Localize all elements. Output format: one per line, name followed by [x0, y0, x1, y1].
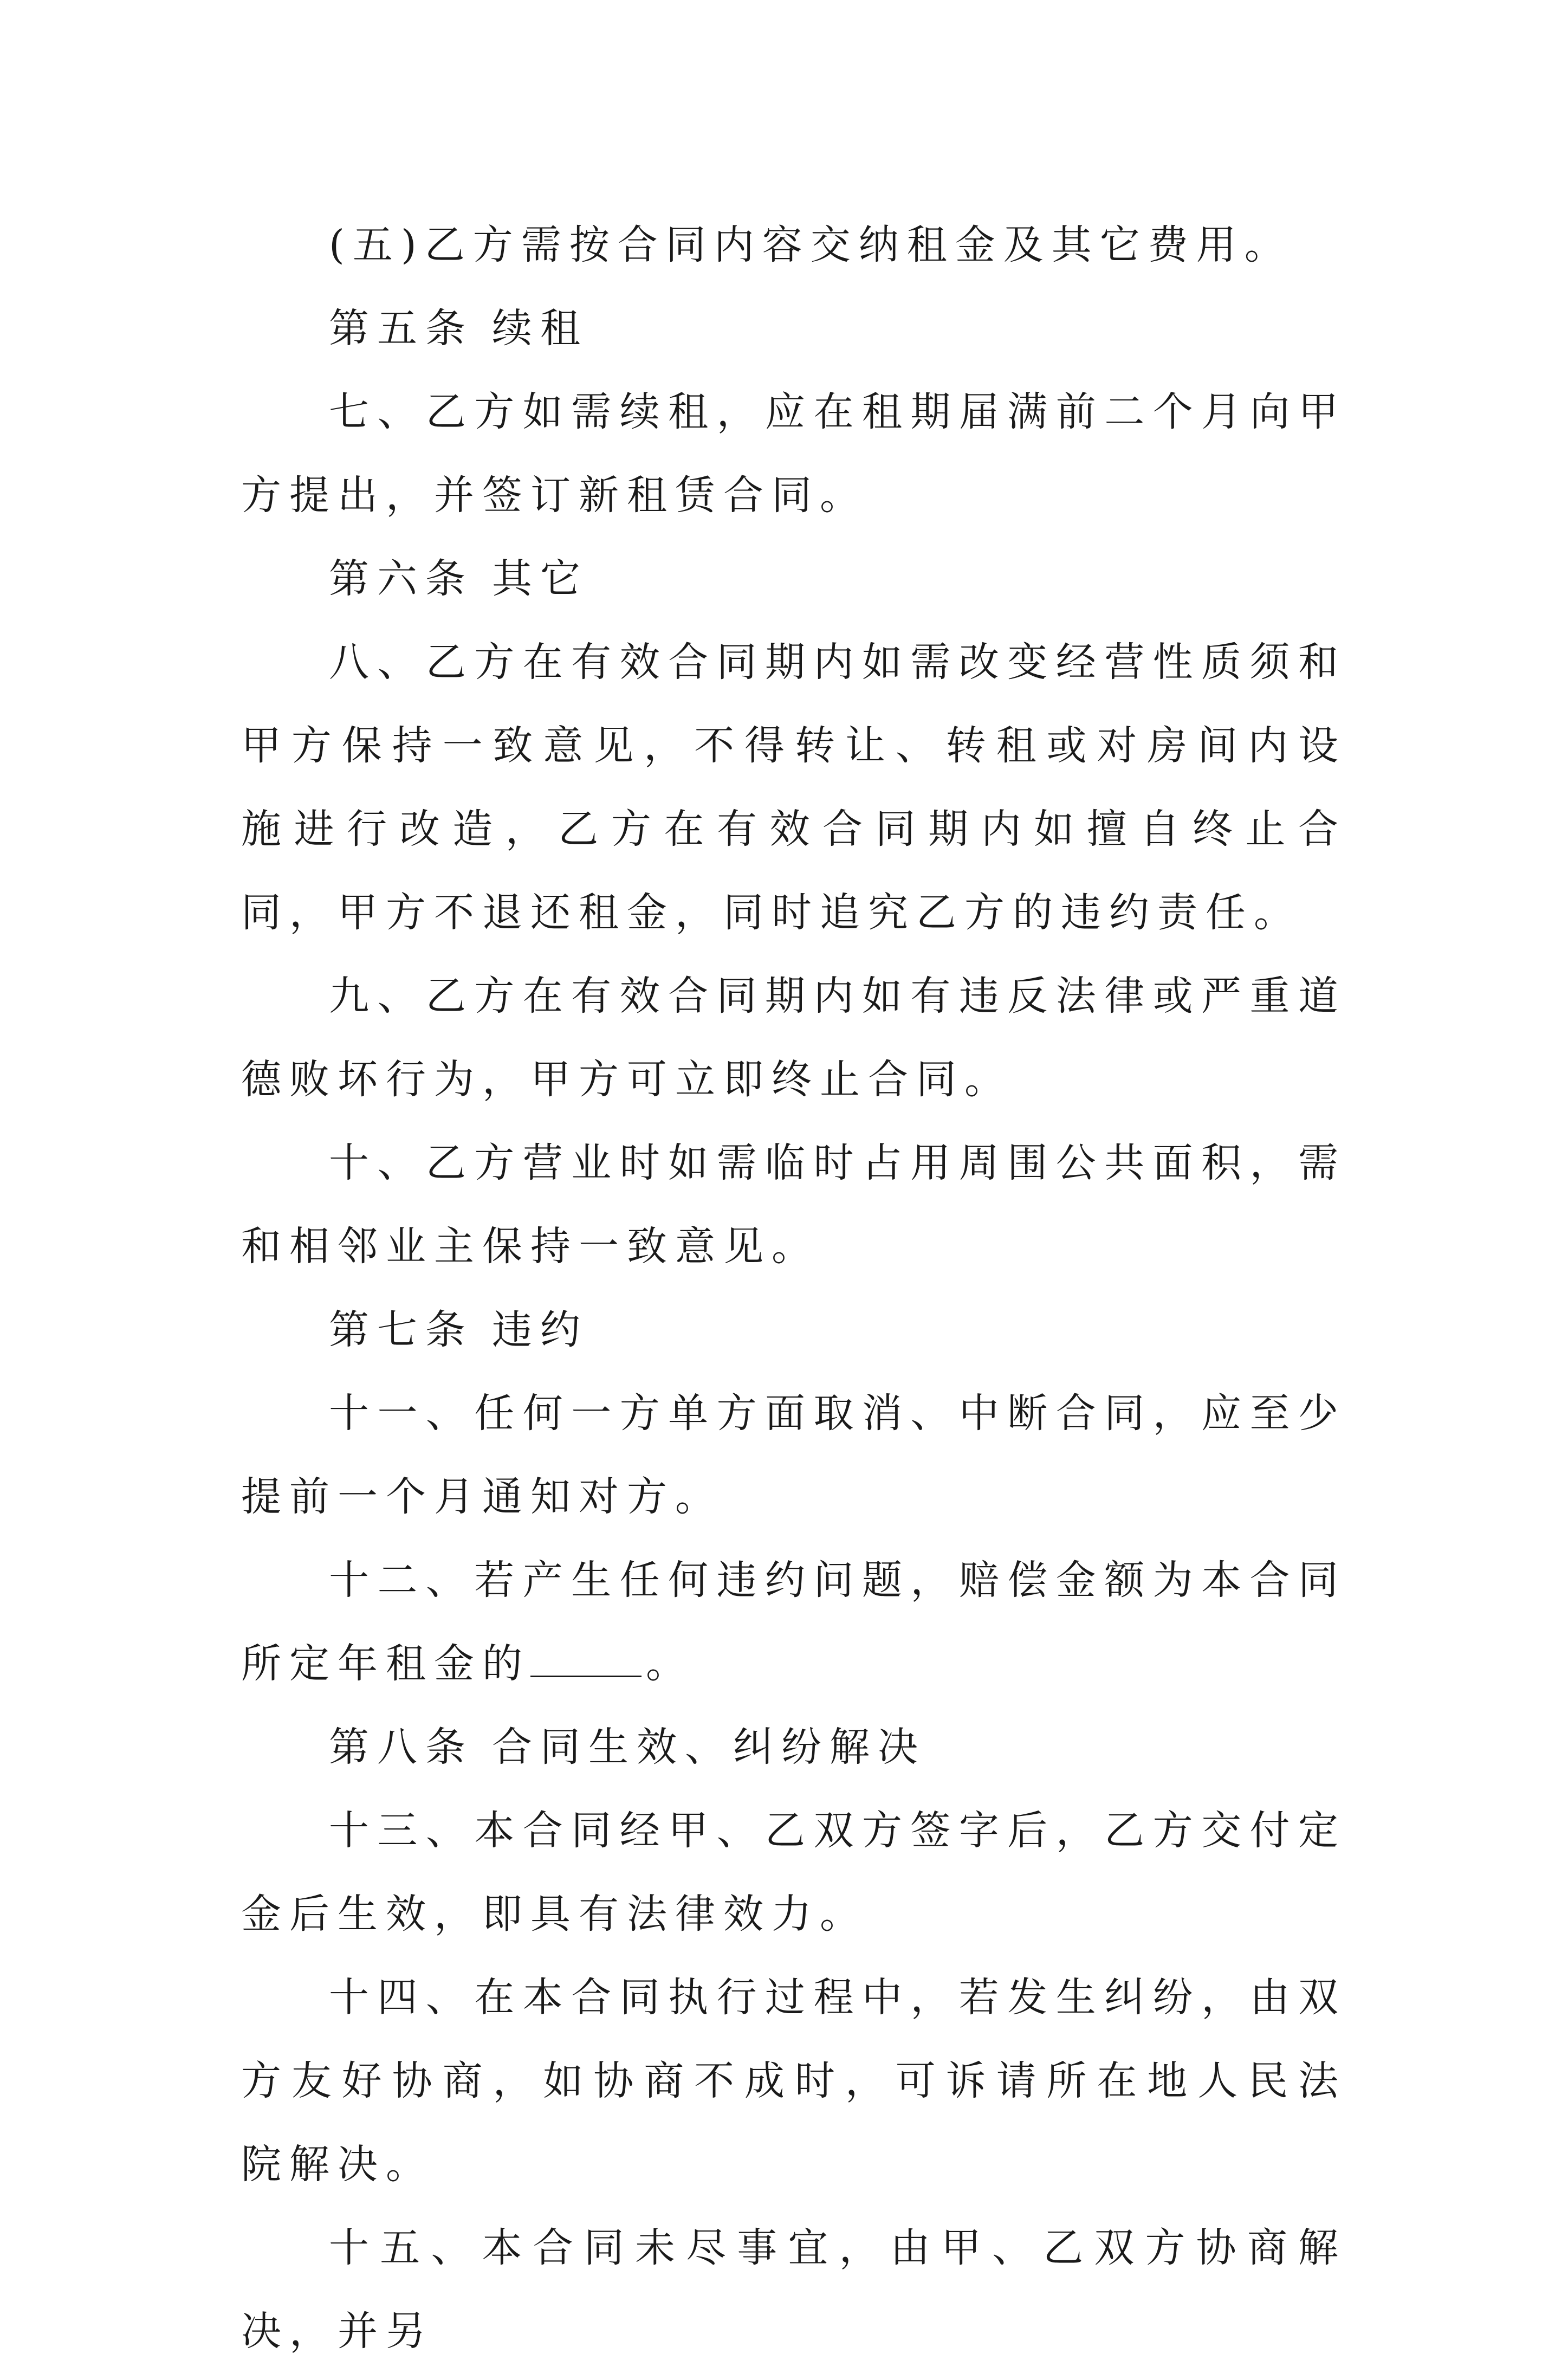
section-title: 违约 [492, 1307, 588, 1353]
section-heading-article-8 [241, 1705, 1346, 1789]
paragraph-clause-15: 十五、本合同未尽事宜，由甲、乙双方协商解决，并另 [241, 2225, 1346, 2355]
document-body [241, 203, 1346, 2373]
section-heading-article-7 [241, 1288, 1346, 1372]
section-number: 第六条 [329, 555, 474, 602]
section-heading-article-6 [241, 537, 1346, 620]
paragraph-clause-7: 七、乙方如需续租，应在租期届满前二个月向甲方提出，并签订新租赁合同。 [241, 389, 1346, 519]
paragraph-clause-12 [241, 1538, 1346, 1705]
paragraph-clause-11: 十一、任何一方单方面取消、中断合同，应至少提前一个月通知对方。 [241, 1390, 1346, 1520]
section-number: 第八条 [329, 1724, 474, 1770]
paragraph-clause-9: 九、乙方在有效合同期内如有违反法律或严重道德败坏行为，甲方可立即终止合同。 [241, 973, 1346, 1103]
clause-end: 。 [646, 1640, 694, 1687]
section-number: 第五条 [329, 305, 474, 352]
section-number: 第七条 [329, 1307, 474, 1353]
paragraph-clause-14: 十四、在本合同执行过程中，若发生纠纷，由双方友好协商，如协商不成时，可诉请所在地人民法院解决。 [241, 1974, 1346, 2188]
section-title: 合同生效、纠纷解决 [492, 1724, 926, 1770]
section-title: 其它 [492, 555, 588, 602]
fill-in-blank [530, 1643, 642, 1677]
paragraph-clause-13: 十三、本合同经甲、乙双方签字后，乙方交付定金后生效，即具有法律效力。 [241, 1807, 1346, 1937]
paragraph-clause-10: 十、乙方营业时如需临时占用周围公共面积，需和相邻业主保持一致意见。 [241, 1140, 1346, 1270]
paragraph-item-5: (五)乙方需按合同内容交纳租金及其它费用。 [329, 222, 1293, 268]
section-heading-article-5 [241, 287, 1346, 370]
clause-text: 十二、若产生任何违约问题，赔偿金额为本合同所定年租金的 [241, 1557, 1346, 1687]
paragraph-clause-8: 八、乙方在有效合同期内如需改变经营性质须和甲方保持一致意见，不得转让、转租或对房间内设施进行改造，乙方在有效合同期内如擅自终止合同，甲方不退还租金，同时追究乙方的违约责任。 [241, 639, 1346, 936]
section-title: 续租 [492, 305, 588, 352]
